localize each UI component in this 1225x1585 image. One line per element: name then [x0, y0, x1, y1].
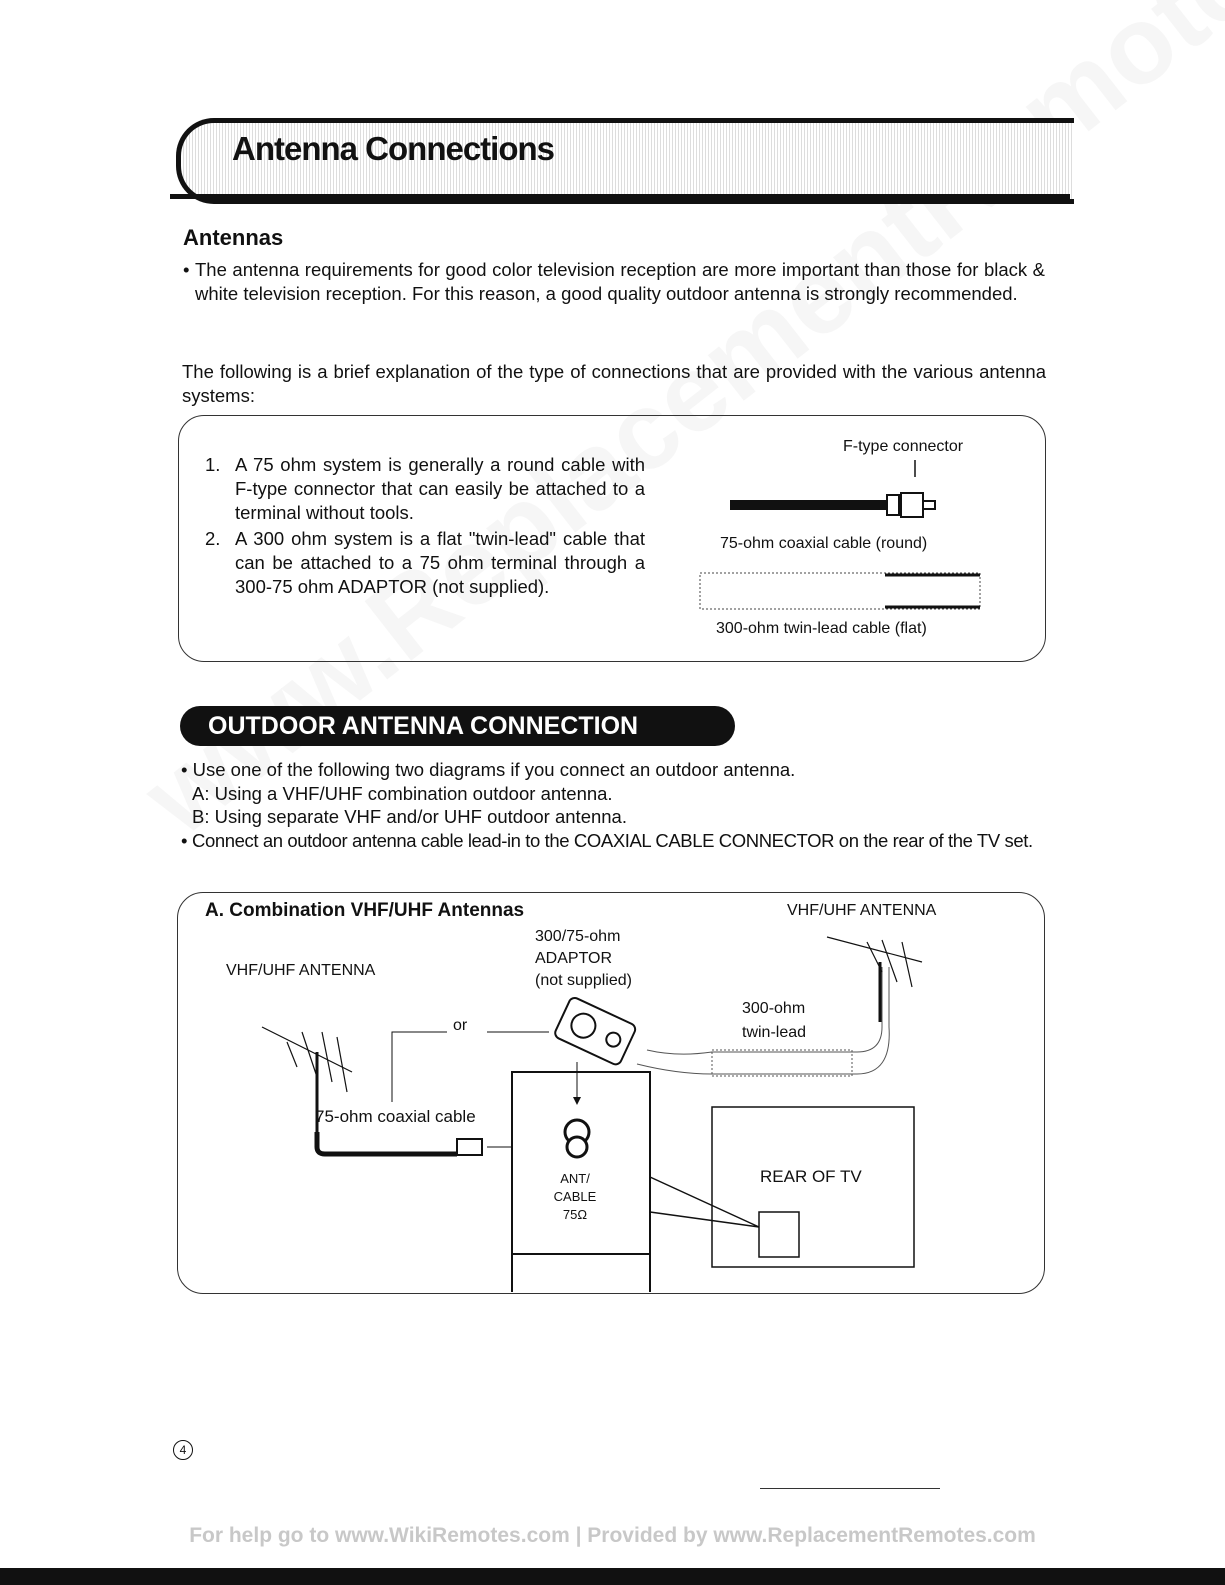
antenna-types-list: 1. A 75 ohm system is generally a round cable with F-type connector that can easily be attached to a terminal without tools. 2. A 300 ohm system is a flat "twin-lead" cable that can be attached to a 75 ohm terminal through a 300-75 ohm ADAPTOR (not supplied).	[205, 454, 645, 597]
list-item: A 300 ohm system is a flat "twin-lead" cable that can be attached to a 75 ohm terminal through a 300-75 ohm ADAPTOR (not supplied).	[235, 528, 645, 597]
list-item: A 75 ohm system is generally a round cable with F-type connector that can easily be attached to a terminal without tools.	[235, 454, 645, 523]
antenna-left-icon	[262, 1027, 352, 1132]
outdoor-instructions: • Use one of the following two diagrams if you connect an outdoor antenna. A: Using a VHF/UHF combination outdoor antenna. B: Using separate VHF and/or UHF outdoor antenna. • Connect an outdoor antenna cable lead-in to the COAXIAL CABLE CONNECTOR on the rear of the TV set.	[181, 759, 1033, 851]
banner-underline	[170, 194, 1070, 199]
or-label: or	[453, 1017, 468, 1034]
page-number: 4	[173, 1440, 193, 1460]
coax-cable-label: 75-ohm coaxial cable	[315, 1107, 476, 1126]
antennas-bullet: • The antenna requirements for good color television reception are more important than those for black & white television reception. For this reason, a good quality outdoor antenna is strongly recommended.	[183, 259, 1045, 304]
antennas-intro: The following is a brief explanation of the type of connections that are provided with the various antenna systems:	[182, 361, 1046, 406]
bottom-bar	[0, 1568, 1225, 1585]
connection-diagram	[177, 892, 1043, 1292]
footer-text: For help go to www.WikiRemotes.com | Provided by www.ReplacementRemotes.com	[189, 1524, 1036, 1547]
f-type-label: F-type connector	[843, 438, 964, 455]
antenna-label-right: VHF/UHF ANTENNA	[787, 902, 937, 919]
antenna-label-left: VHF/UHF ANTENNA	[226, 962, 376, 979]
antennas-heading: Antennas	[183, 225, 284, 250]
adaptor-label: 300/75-ohm ADAPTOR (not supplied)	[535, 928, 632, 989]
ant-cable-terminal-label: ANT/ CABLE 75Ω	[535, 1170, 615, 1224]
twin-lead-label: 300-ohm twin-lead	[742, 1000, 807, 1041]
adaptor-icon	[553, 996, 637, 1066]
antenna-right-icon	[827, 937, 922, 1022]
page-title: Antenna Connections	[232, 130, 555, 167]
rear-of-tv-label: REAR OF TV	[760, 1167, 862, 1186]
coax-label: 75-ohm coaxial cable (round)	[720, 535, 928, 552]
section-heading-outdoor: OUTDOOR ANTENNA CONNECTION	[180, 706, 735, 746]
diagram-title: A. Combination VHF/UHF Antennas	[205, 900, 525, 921]
twin-lead-label: 300-ohm twin-lead cable (flat)	[716, 620, 927, 637]
divider	[760, 1488, 940, 1489]
